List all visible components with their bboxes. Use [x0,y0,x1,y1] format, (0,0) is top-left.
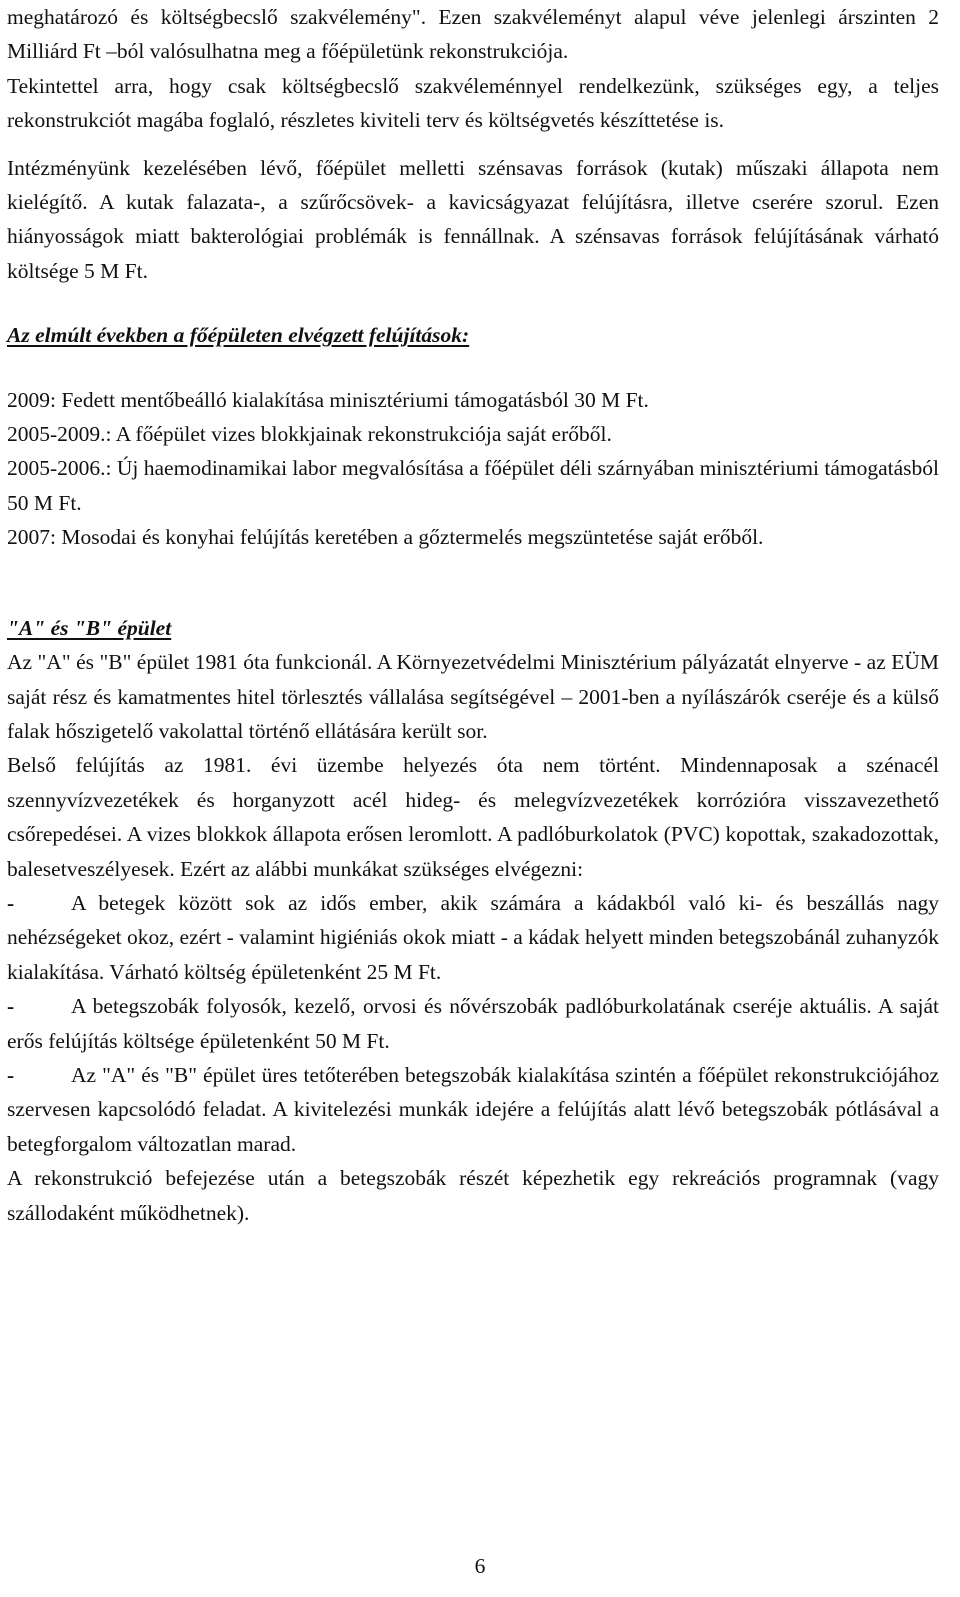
bullet-dash: - [7,994,15,1019]
renovation-item: 2009: Fedett mentőbeálló kialakítása minisztériumi támogatásból 30 M Ft. [7,387,649,412]
bullet-text: Az "A" és "B" épület üres tetőterében betegszobák kialakítása szintén a főépület rekonstrukciójához szervesen kapcsolódó feladat. A kivitelezési munkák idejére a felújítás alatt lévő betegszobák pótlásával a betegforgalom változatlan marad. [7,1062,939,1156]
bullet-text: A betegek között sok az idős ember, akik számára a kádakból való ki- és beszállás nagy nehézségeket okoz, ezért - valamint higiéniás okok miatt - a kádak helyett minden betegszobánál zuhanyzók kialakítása. Várható költség épületenként 25 M Ft. [7,890,939,984]
bullet-dash: - [7,1062,15,1087]
section-heading-renovations: Az elmúlt években a főépületen elvégzett felújítások: [7,323,470,348]
renovation-item: 2005-2009.: A főépület vizes blokkjainak rekonstrukciója saját erőből. [7,422,612,447]
bullet-text: A betegszobák folyosók, kezelő, orvosi és nővérszobák padlóburkolatának cseréje aktuális. A saját erős felújítás költsége épületenként 50 M Ft. [7,994,939,1053]
bullet-dash: - [7,890,15,915]
ab-building-paragraph-1: Az "A" és "B" épület 1981 óta funkcionál. A Környezetvédelmi Minisztérium pályázatát elnyerve - az EÜM saját rész és kamatmentes hitel törlesztés vállalása segítségével – 2001-ben a nyílászárók cseréje és a külső falak hőszigetelő vakolattal történő ellátására került sor. [7,650,939,743]
intro-paragraph-1: meghatározó és költségbecslő szakvélemény". Ezen szakvéleményt alapul véve jelenlegi árszinten 2 Milliárd Ft –ból valósulhatna meg a főépületünk rekonstrukciója. [7,5,939,64]
page-number: 6 [474,1554,486,1578]
intro-paragraph-2: Tekintettel arra, hogy csak költségbecslő szakvéleménnyel rendelkezünk, szükséges egy, a teljes rekonstrukciót magába foglaló, részletes kiviteli terv és költségvetés készíttetése is. [7,73,939,133]
renovation-item: 2007: Mosodai és konyhai felújítás keretében a gőztermelés megszüntetése saját erőből. [7,525,764,550]
document-page [7,0,939,1230]
intro-paragraph-3: Intézményünk kezelésében lévő, főépület melletti szénsavas források (kutak) műszaki állapota nem kielégítő. A kutak falazata-, a szűrőcsövek- a kavicságyazat felújításra, illetve cserére szorul. Ezen hiányosságok miatt bakterológiai problémák is fennállnak. A szénsavas források felújításának várható költsége 5 M Ft. [7,155,939,283]
bullet-item [7,886,939,989]
closing-paragraph: A rekonstrukció befejezése után a betegszobák részét képezhetik egy rekreációs programnak (vagy szállodaként működhetnek). [7,1166,939,1225]
section-heading-ab-building: "A" és "B" épület [7,615,172,640]
bullet-item [7,989,939,1058]
renovation-item: 2005-2006.: Új haemodinamikai labor megvalósítása a főépület déli szárnyában minisztériumi támogatásból 50 M Ft. [7,456,940,515]
ab-building-paragraph-2: Belső felújítás az 1981. évi üzembe helyezés óta nem történt. Mindennaposak a szénacél szennyvízvezetékek és horganyzott acél hideg- és melegvízvezetékek korrózióra visszavezethető csőrepedései. A vizes blokkok állapota erősen leromlott. A padlóburkolatok (PVC) kopottak, szakadozottak, balesetveszélyesek. Ezért az alábbi munkákat szükséges elvégezni: [7,753,939,881]
bullet-item [7,1058,939,1161]
